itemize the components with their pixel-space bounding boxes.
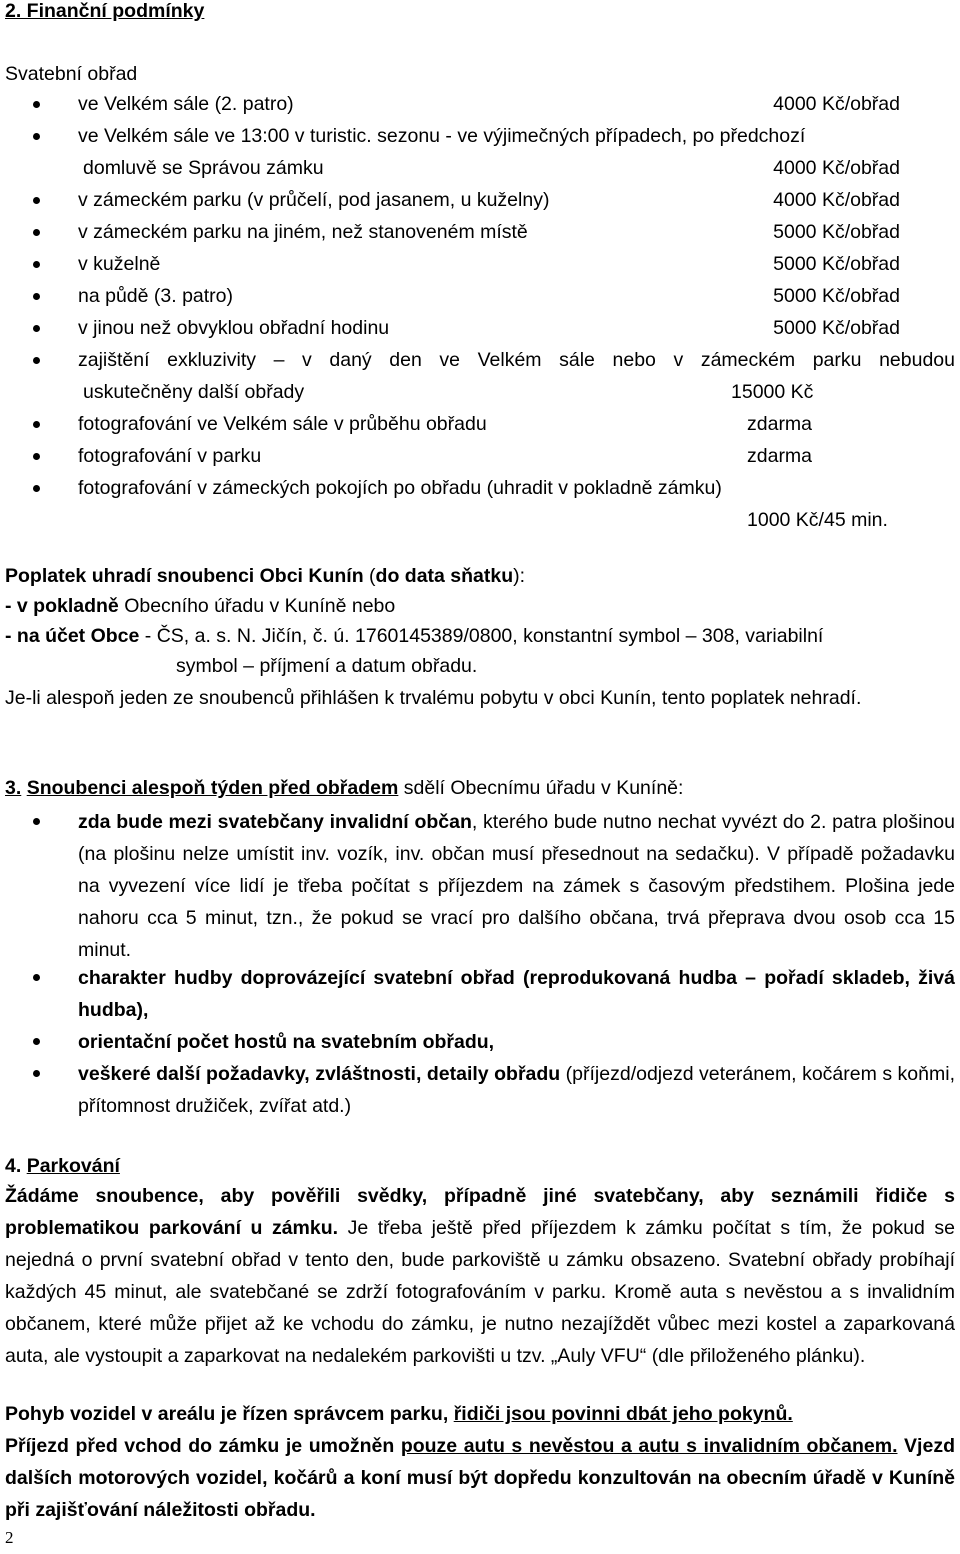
bullet-icon — [33, 974, 40, 981]
section-heading: 4. Parkování — [5, 1155, 120, 1177]
subheading: Svatební obřad — [5, 63, 138, 85]
fee-price: 4000 Kč/obřad — [773, 93, 900, 115]
fee-row: v jinou než obvyklou obřadní hodinu 5000 Kč/obřad — [0, 312, 960, 344]
fee-row-cont — [0, 504, 960, 536]
parking-paragraph: Žádáme snoubence, aby pověřili svědky, případně jiné svatebčany, aby seznámili řidiče s problematikou parkování u zámku. Je třeba ještě před příjezdem k zámku počítat s tím, že pokud se nejedná o první svatební obřad v tento den, bude parkoviště u zámku obsazeno. Svatební obřady probíhají každých 45 minut, ale svatebčané se zdrží fotografováním v parku. Kromě auta s nevěstou a s invalidním občanem, které může přijet až ke vchodu do zámku, je nutno nezajíždět vůbec mezi kostel a zaparkovaná auta, ale vystoupit a zaparkovat na nedalekém parkovišti u tzv. „Auly VFU“ (dle přiloženého plánku). — [5, 1185, 955, 1367]
fee-price: zdarma — [747, 445, 813, 467]
bullet-icon — [33, 229, 40, 236]
fee-row: v zámeckém parku (v průčelí, pod jasanem, u kuželny) 4000 Kč/obřad — [0, 184, 960, 216]
fee-price: 4000 Kč/obřad — [773, 189, 900, 211]
payment-line: Poplatek uhradí snoubenci Obci Kunín (do data sňatku): — [5, 565, 526, 587]
fee-row: zajištění exkluzivity – v daný den ve Velkém sále nebo v zámeckém parku nebudou — [0, 344, 960, 376]
fee-price: 5000 Kč/obřad — [773, 317, 900, 339]
payment-note: Je-li alespoň jeden ze snoubenců přihlášen k trvalému pobytu v obci Kunín, tento poplatek nehradí. — [5, 687, 862, 709]
section-heading: 3. Snoubenci alespoň týden před obřadem sdělí Obecnímu úřadu v Kuníně: — [5, 777, 684, 799]
fee-row: v zámeckém parku na jiném, než stanoveném místě 5000 Kč/obřad — [0, 216, 960, 248]
bullet-icon — [33, 818, 40, 825]
bullet-icon — [33, 421, 40, 428]
fee-row: na půdě (3. patro) 5000 Kč/obřad — [0, 280, 960, 312]
fee-row: v kuželně 5000 Kč/obřad — [0, 248, 960, 280]
bullet-icon — [33, 1038, 40, 1045]
page-number: 2 — [5, 1528, 14, 1547]
parking-rule: Příjezd před vchod do zámku je umožněn pouze autu s nevěstou a autu s invalidním občanem. Vjezd dalších motorových vozidel, kočárů a koní musí být dopředu konzultován na obecním úřadě v Kuníně při zajišťování náležitosti obřadu. — [5, 1435, 955, 1521]
fee-price: 15000 Kč — [731, 381, 814, 403]
bullet-icon — [33, 1070, 40, 1077]
fee-row: fotografování v parku zdarma — [0, 440, 960, 472]
fee-price: 4000 Kč/obřad — [773, 157, 900, 179]
fee-price: zdarma — [747, 413, 813, 435]
fee-row-cont: uskutečněny další obřady 15000 Kč — [0, 376, 960, 408]
payment-line: symbol – příjmení a datum obřadu. — [176, 655, 478, 677]
fee-row-cont: domluvě se Správou zámku 4000 Kč/obřad — [0, 152, 960, 184]
fee-row: fotografování v zámeckých pokojích po obřadu (uhradit v pokladně zámku) — [0, 472, 960, 504]
bullet-icon — [33, 261, 40, 268]
fee-row: ve Velkém sále ve 13:00 v turistic. sezonu - ve výjimečných případech, po předchozí — [0, 120, 960, 152]
fee-price: 1000 Kč/45 min. — [747, 509, 888, 531]
fee-price: 5000 Kč/obřad — [773, 221, 900, 243]
payment-line: - v pokladně Obecního úřadu v Kuníně nebo — [5, 595, 396, 617]
bullet-icon — [33, 197, 40, 204]
fee-row: fotografování ve Velkém sále v průběhu obřadu zdarma — [0, 408, 960, 440]
bullet-icon — [33, 325, 40, 332]
parking-rule: Pohyb vozidel v areálu je řízen správcem parku, řidiči jsou povinni dbát jeho pokynů. — [5, 1403, 793, 1425]
bullet-icon — [33, 101, 40, 108]
bullet-icon — [33, 133, 40, 140]
bullet-icon — [33, 357, 40, 364]
bullet-icon — [33, 485, 40, 492]
document-page: 2. Finanční podmínky Svatební obřad ve Velkém sále (2. patro) 4000 Kč/obřad ve Velkém sále ve 13:00 v turistic. sezonu - ve výjimečných případech, po předchozí domluvě se Správou zámku 4000 Kč/obřad v zámeckém parku (v průčelí, pod jasanem, u kuželny) 4000 Kč/obřad v zámeckém parku na jiném, než stanoveném místě 5000 Kč/obřad v kuželně 5000 Kč/obřad na půdě (3. patro) 5000 Kč/obřad v jinou než obvyklou obřadní hodinu 5000 Kč/obřad zajištění exkluzivity – v daný den ve Velkém sále nebo v zámeckém parku nebudou uskutečněny další obřady 15000 Kč fotografování ve Velkém sále v průběhu obřadu zdarma fotografování v parku zdarma fotografování v zámeckých pokojích po obřadu (uhradit v pokladně zámku) 1000 Kč/45 min. Poplatek uhradí snoubenci Obci Kunín (do data sňatku): - v pokladně Obecního úřadu v Kuníně nebo - na účet Obce - ČS, a. s. N. Jičín, č. ú. 1760145389/0800, konstantní symbol – 308, variabilní symbol – příjmení a datum obřadu. Je-li alespoň jeden ze snoubenců přihlášen k trvalému pobytu v obci Kunín, tento poplatek nehradí. 3. Snoubenci alespoň týden před obřadem sdělí Obecnímu úřadu v Kuníně: zda bude mezi svatebčany invalidní občan, kterého bude nutno nechat vyvézt do 2. patra plošinou (na plošinu nelze umístit inv. vozík, inv. občan musí přesednout na sedačku). V případě požadavku na vyvezení více lidí je třeba počítat s příjezdem na zámek s časovým předstihem. Plošina jede nahoru cca 5 minut, tzn., že pokud se vrací pro dalšího občana, trvá přeprava dvou osob cca 15 minut. charakter hudby doprovázející svatební obřad (reprodukovaná hudba – pořadí skladeb, živá hudba), orientační počet hostů na svatebním obřadu, veškeré další požadavky, zvláštnosti, detaily obřadu (příjezd/odjezd veteránem, kočárem s koňmi, přítomnost družiček, zvířat atd.) 4. Parkování Žádáme snoubence, aby pověřili svědky, případně jiné svatebčany, aby seznámili řidiče s problematikou parkování u zámku. Je třeba ještě před příjezdem k zámku počítat s tím, že pokud se nejedná o první svatební obřad v tento den, bude parkoviště u zámku obsazeno. Svatební obřady probíhají každých 45 minut, ale svatebčané se zdrží fotografováním v parku. Kromě auta s nevěstou a s invalidním občanem, které může přijet až ke vchodu do zámku, je nutno nezajíždět vůbec mezi kostel a zaparkovaná auta, ale vystoupit a zaparkovat na nedalekém parkovišti u tzv. „Auly VFU“ (dle přiloženého plánku). Pohyb vozidel v areálu je řízen správcem parku, řidiči jsou povinni dbát jeho pokynů. Příjezd před vchod do zámku je umožněn pouze autu s nevěstou a autu s invalidním občanem. Vjezd dalších motorových vozidel, kočárů a koní musí být dopředu konzultován na obecním úřadě v Kuníně při zajišťování náležitosti obřadu. 2 — [0, 0, 960, 1553]
payment-line: - na účet Obce - ČS, a. s. N. Jičín, č. ú. 1760145389/0800, konstantní symbol – 308, variabilní — [5, 625, 824, 647]
section-heading: 2. Finanční podmínky — [5, 0, 205, 22]
bullet-icon — [33, 453, 40, 460]
fee-price: 5000 Kč/obřad — [773, 253, 900, 275]
fee-row: ve Velkém sále (2. patro) 4000 Kč/obřad — [0, 88, 960, 120]
bullet-icon — [33, 293, 40, 300]
fee-price: 5000 Kč/obřad — [773, 285, 900, 307]
